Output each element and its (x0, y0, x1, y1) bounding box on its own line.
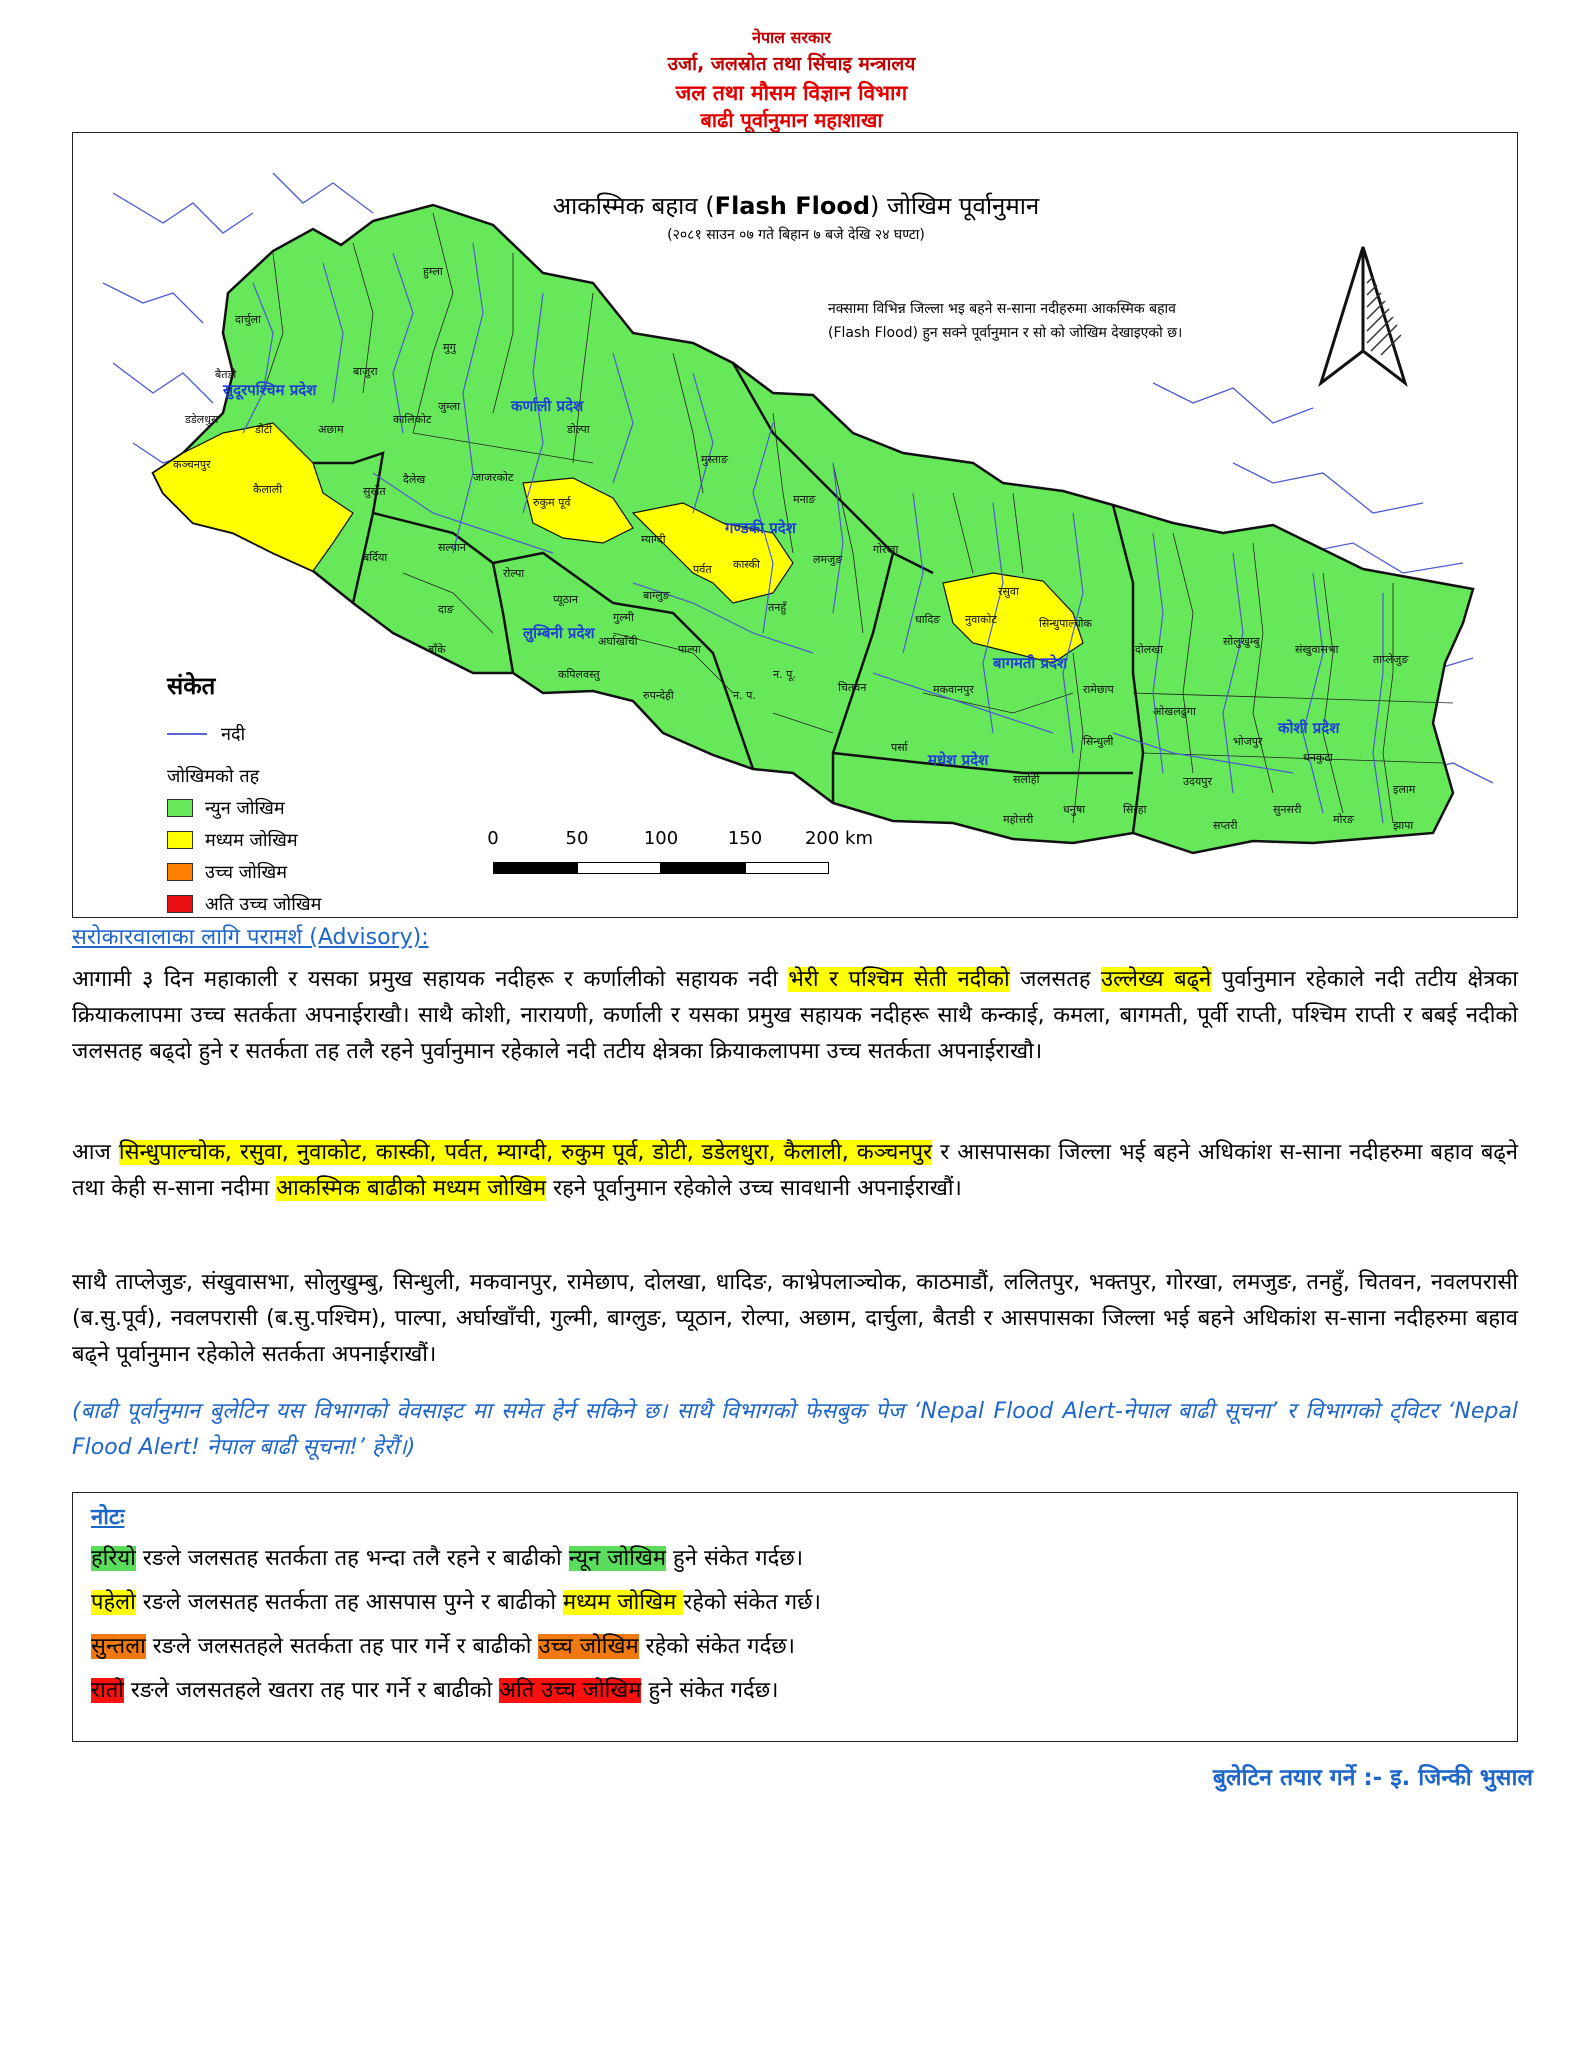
dist-rupandehi: रुपन्देही (643, 689, 674, 702)
dist-rolpa: रोल्पा (503, 567, 525, 580)
dist-kailali: कैलाली (253, 483, 283, 496)
dist-parbat: पर्वत (693, 563, 712, 576)
dist-jhapa: झापा (1393, 819, 1414, 832)
dist-np: न. पू. (773, 668, 796, 681)
advisory-title: सरोकारवालाका लागि परामर्श (Advisory): (72, 925, 429, 950)
dist-morang: मोरङ (1333, 813, 1354, 826)
dist-taplejung: ताप्लेजुङ (1373, 653, 1409, 666)
dist-jajarkot: जाजरकोट (473, 471, 514, 484)
north-arrow-icon (1315, 243, 1411, 389)
header-division: बाढी पूर्वानुमान महाशाखा (700, 108, 883, 132)
prov-karnali: कर्णाली प्रदेश (511, 397, 584, 415)
prepared-by: बुलेटिन तयार गर्ने :- इ. जिन्की भुसाल (1212, 1765, 1533, 1791)
prov-gandaki: गण्डकी प्रदेश (725, 519, 796, 537)
dist-siraha: सिरहा (1123, 803, 1147, 816)
prov-sudurpashchim: सुदूरपश्चिम प्रदेश (223, 381, 317, 399)
dist-bardiya: बर्दिया (363, 551, 388, 564)
dist-kapilvastu: कपिलवस्तु (558, 668, 600, 681)
dist-udayapur: उदयपुर (1183, 775, 1212, 788)
dist-doti: डोटी (255, 423, 273, 436)
legend-low: न्युन जोखिम (167, 792, 321, 824)
dist-dadeldhura: डडेलधुरा (185, 413, 219, 426)
advisory-paragraph-2: आज सिन्धुपाल्चोक, रसुवा, नुवाकोट, कास्की, पर्वत, म्याग्दी, रुकुम पूर्व, डोटी, डडेलधुरा, कैलाली, कञ्चनपुर र आसपासका जिल्ला भई बहने अधिकांश स-साना नदीहरुमा बहाव बढ्ने तथा केही स-साना नदीमा आकस्मिक बाढीको मध्यम जोखिम रहने पूर्वानुमान रहेकोले उच्च सावधानी अपनाईराखौं। (72, 1140, 1518, 1201)
dist-kalikot: कालिकोट (393, 413, 432, 426)
prov-koshi: कोशी प्रदेश (1278, 719, 1340, 737)
dist-baglung: बाग्लुङ (643, 589, 670, 602)
dist-salyan: सल्यान (438, 541, 466, 554)
dist-jumla: जुम्ला (438, 400, 461, 413)
prov-madhesh: मधेश प्रदेश (928, 751, 989, 769)
note-row-green: हरियो रङले जलसतह सतर्कता तह भन्दा तलै रहने र बाढीको न्यून जोखिम हुने संकेत गर्दछ। (91, 1546, 804, 1571)
prov-bagmati: बागमती प्रदेश (993, 654, 1068, 672)
dist-manang: मनाङ (793, 493, 816, 506)
dist-rukum-purba: रुकुम पूर्व (533, 496, 571, 509)
map-subtitle: (२०८१ साउन ०७ गते बिहान ७ बजे देखि २४ घण्टा) (667, 227, 925, 243)
prov-lumbini: लुम्बिनी प्रदेश (523, 624, 595, 642)
advisory-paragraph-3: साथै ताप्लेजुङ, संखुवासभा, सोलुखुम्बु, सिन्धुली, मकवानपुर, रामेछाप, दोलखा, धादिङ, काभ्रेपलाञ्चोक, काठमाडौं, ललितपुर, भक्तपुर, गोरखा, लमजुङ, तनहुँ, चितवन, नवलपरासी (ब.सु.पूर्व), नवलपरासी (ब.सु.पश्चिम), पाल्पा, अर्घाखाँची, गुल्मी, बाग्लुङ, प्यूठान, रोल्पा, अछाम, दार्चुला, बैतडी र आसपासका जिल्ला भई बहने अधिकांश स-साना नदीहरुमा बहाव बढ्ने पूर्वानुमान रहेकोले सतर्कता अपनाईराखौं। (72, 1270, 1518, 1367)
dist-ilam: इलाम (1393, 783, 1416, 796)
dist-dolakha: दोलखा (1135, 643, 1163, 656)
dist-mustang: मुस्ताङ (701, 453, 728, 466)
advisory-paragraph-4: (बाढी पूर्वानुमान बुलेटिन यस विभागको वेवसाइट मा समेत हेर्न सकिने छ। साथै विभागको फेसबुक पेज ‘Nepal Flood Alert-नेपाल बाढी सूचना’ र विभागको ट्विटर ‘Nepal Flood Alert! नेपाल बाढी सूचना!’ हेरौं।) (72, 1399, 1518, 1460)
dist-dang: दाङ (438, 603, 454, 616)
dist-sindhuli: सिन्धुली (1083, 735, 1114, 748)
note-box (72, 1492, 1518, 1742)
dist-ramechhap: रामेछाप (1083, 683, 1114, 696)
dist-rasuwa: रसुवा (998, 585, 1019, 598)
dist-dhankuta: धनकुटा (1303, 751, 1333, 764)
dist-bhojpur: भोजपुर (1233, 735, 1263, 748)
map-legend (167, 669, 321, 920)
legend-high: उच्च जोखिम (167, 856, 321, 888)
dist-np2: न. प. (733, 689, 756, 702)
dist-sankhuwasabha: संखुवासभा (1295, 643, 1339, 656)
dist-okhaldhunga: ओखलढुंगा (1153, 705, 1196, 718)
dist-sindhupalchok: सिन्धुपाल्चोक (1039, 617, 1092, 630)
header-ministry: उर्जा, जलस्रोत तथा सिंचाइ मन्त्रालय (667, 53, 916, 75)
dist-bajura: बाजुरा (353, 365, 378, 378)
dist-humla: हुम्ला (423, 265, 443, 278)
advisory-paragraph-1: आगामी ३ दिन महाकाली र यसका प्रमुख सहायक नदीहरू र कर्णालीको सहायक नदी भेरी र पश्चिम सेती नदीको जलसतह उल्लेख्य बढ्ने पुर्वानुमान रहेकाले नदी तटीय क्षेत्रका क्रियाकलापमा उच्च सतर्कता अपनाईराखौ। साथै कोशी, नारायणी, कर्णाली र यसका प्रमुख सहायक नदीहरू साथै कन्काई, कमला, बागमती, पूर्वी राप्ती, पश्चिम राप्ती र बबई नदीको जलसतह बढ्दो हुने र सतर्कता तह तलै रहने पुर्वानुमान रहेकाले नदी तटीय क्षेत्रका क्रियाकलापमा उच्च सतर्कता अपनाईराखौ। (72, 967, 1518, 1064)
legend-risk-title: जोखिमको तह (167, 766, 260, 787)
flash-flood-map (72, 132, 1518, 918)
dist-dailekh: दैलेख (403, 473, 426, 486)
dist-myagdi: म्याग्दी (641, 533, 666, 546)
dist-saptari: सप्तरी (1213, 819, 1238, 832)
legend-medium: मध्यम जोखिम (167, 824, 321, 856)
dist-chitwan: चितवन (838, 681, 867, 694)
dist-gorkha: गोरखा (873, 543, 899, 556)
dist-solukhumbu: सोलुखुम्बु (1223, 635, 1260, 648)
dist-sarlahi: सर्लाही (1013, 773, 1040, 786)
dist-mahottari: महोत्तरी (1003, 813, 1034, 826)
dist-gulmi: गुल्मी (613, 611, 634, 624)
header-gov: नेपाल सरकार (752, 28, 831, 47)
dist-baitadi: बैतडी (215, 368, 237, 381)
note-row-yellow: पहेलो रङले जलसतह सतर्कता तह आसपास पुग्ने र बाढीको मध्यम जोखिम रहेको संकेत गर्छ। (91, 1590, 821, 1615)
dist-parsa: पर्सा (891, 741, 908, 754)
dist-makwanpur: मकवानपुर (933, 683, 974, 696)
dist-kaski: कास्की (733, 558, 760, 571)
dist-palpa: पाल्पा (678, 643, 701, 656)
map-title: आकस्मिक बहाव (Flash Flood) जोखिम पूर्वानुमान (552, 192, 1040, 220)
note-row-orange: सुन्तला रङले जलसतहले सतर्कता तह पार गर्ने र बाढीको उच्च जोखिम रहेको संकेत गर्दछ। (91, 1634, 796, 1659)
note-title: नोटः (91, 1505, 125, 1530)
dist-pyuthan: प्यूठान (553, 593, 579, 606)
dist-surkhet: सुर्खेत (363, 485, 386, 498)
dist-sunsari: सुनसरी (1273, 803, 1302, 816)
dist-dhanusha: धनुषा (1063, 803, 1086, 816)
header-department: जल तथा मौसम विज्ञान विभाग (675, 81, 908, 105)
legend-very-high: अति उच्च जोखिम (167, 888, 321, 920)
legend-river: नदी (167, 718, 321, 750)
dist-kanchanpur: कञ्चनपुर (173, 458, 211, 471)
note-row-red: रातो रङले जलसतहले खतरा तह पार गर्ने र बाढीको अति उच्च जोखिम हुने संकेत गर्दछ। (91, 1678, 779, 1703)
dist-darchula: दार्चुला (235, 313, 261, 326)
dist-dolpa: डोल्पा (567, 423, 590, 436)
dist-lamjung: लमजुङ (813, 553, 843, 566)
dist-arghakhanchi: अर्घाखाँची (598, 635, 638, 648)
dist-tanahun: तनहुँ (768, 601, 787, 614)
scale-bar: 0 50 100 150 200 km (493, 828, 913, 888)
dist-nuwakot: नुवाकोट (965, 613, 997, 626)
dist-achham: अछाम (318, 423, 344, 436)
legend-title: संकेत (167, 672, 216, 700)
dist-mugu: मुगु (443, 341, 456, 354)
dist-dhading: धादिङ (915, 613, 941, 626)
map-note: नक्सामा विभिन्न जिल्ला भइ बहने स-साना नदीहरुमा आकस्मिक बहाव (Flash Flood) हुन सक्ने पूर्वानुमान र सो को जोखिम देखाइएको छ। (828, 301, 1183, 341)
dist-banke: बाँके (428, 643, 446, 656)
